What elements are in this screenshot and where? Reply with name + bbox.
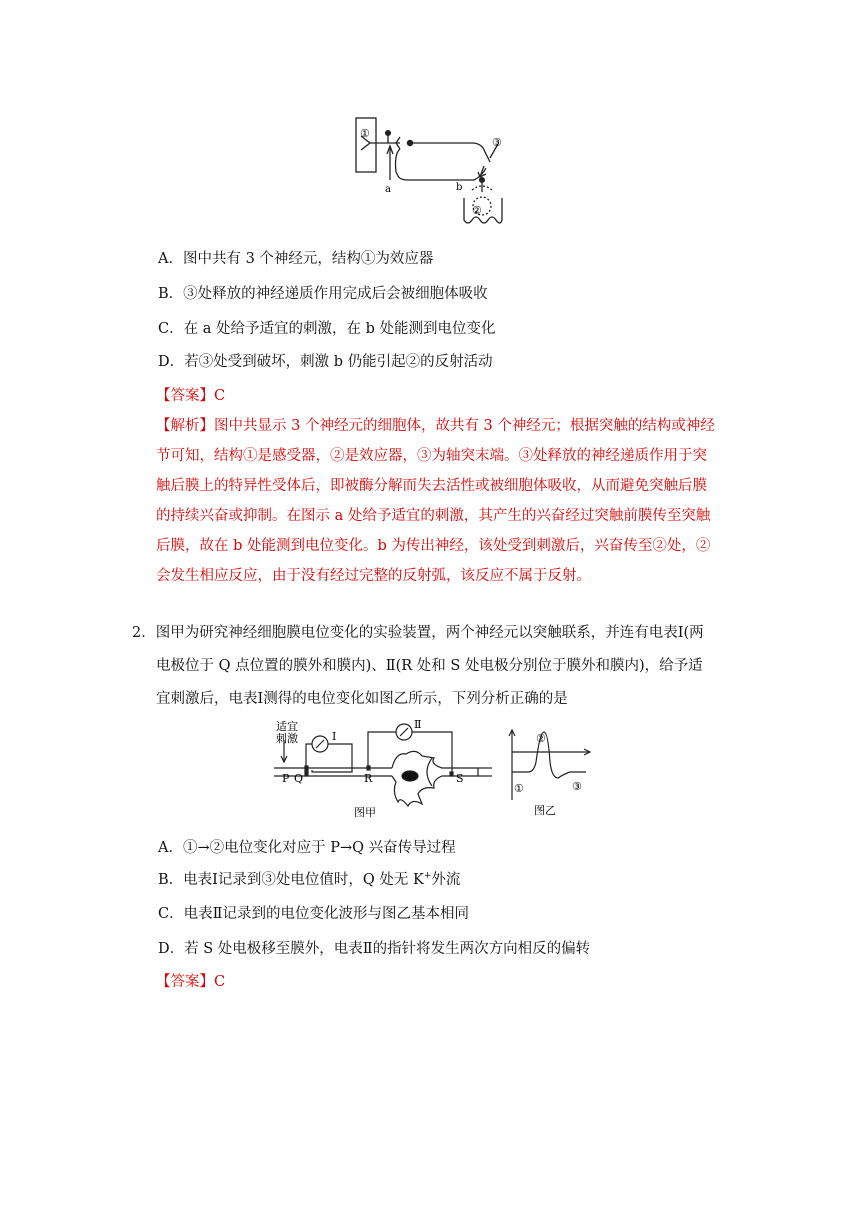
q1-option-c: C．在 a 处给予适宜的刺激，在 b 处能测到电位变化 [158, 321, 496, 337]
figure-jia [272, 718, 494, 820]
label-stim-top: 适宜 [276, 720, 298, 733]
label-n3: ③ [572, 780, 582, 793]
label-stim-bottom: 刺激 [276, 732, 298, 745]
q2-stem-line-2: 电极位于 Q 点位置的膜外和膜内)、Ⅱ(R 处和 S 处电极分别位于膜外和膜内)，给予适 [156, 658, 703, 674]
answer-label: 【答案】 [156, 974, 214, 990]
analysis-line-1: 【解析】图中共显示 3 个神经元的细胞体，故共有 3 个神经元；根据突触的结构或神经 [156, 418, 715, 434]
q2-stem-line-3: 宜刺激后，电表Ⅰ测得的电位变化如图乙所示，下列分析正确的是 [156, 691, 568, 707]
q2-answer [156, 970, 225, 991]
label-R: R [364, 772, 373, 785]
label-n2: ② [536, 732, 546, 745]
q2-option-b: B．电表Ⅰ记录到③处电位值时，Q 处无 K+外流 [158, 871, 461, 888]
reflex-arc-figure [352, 114, 512, 230]
answer-value: C [214, 388, 226, 404]
q2-option-a: A．①→②电位变化对应于 P→Q 兴奋传导过程 [158, 840, 456, 856]
q1-option-a: A．图中共有 3 个神经元，结构①为效应器 [158, 251, 434, 267]
q2-stem-line-1: 2．图甲为研究神经细胞膜电位变化的实验装置，两个神经元以突触联系，并连有电表Ⅰ(两 [132, 625, 704, 641]
q1-option-b: B．③处释放的神经递质作用完成后会被细胞体吸收 [158, 286, 488, 302]
q1-analysis [156, 411, 738, 591]
analysis-label: 【解析】 [156, 418, 214, 434]
analysis-line-3: 触后膜上的特异性受体后，即被酶分解而失去活性或被细胞体吸收，从而避免突触后膜 [156, 478, 707, 494]
potential-curve [512, 732, 586, 778]
analysis-line-4: 的持续兴奋或抑制。在图示 a 处给予适宜的刺激，其产生的兴奋经过突触前膜传至突触 [156, 508, 711, 524]
label-2: ② [472, 204, 482, 217]
q2-option-d: D．若 S 处电极移至膜外，电表Ⅱ的指针将发生两次方向相反的偏转 [158, 941, 591, 957]
effector-muscle [464, 198, 502, 223]
label-3: ③ [492, 136, 502, 149]
neuron-body-sensory [386, 131, 391, 136]
label-meter-1: Ⅰ [332, 730, 337, 743]
label-1: ① [360, 127, 370, 140]
caption-jia: 图甲 [354, 806, 376, 819]
caption-yi: 图乙 [534, 804, 556, 817]
answer-label: 【答案】 [156, 388, 214, 404]
analysis-line-5: 后膜，故在 b 处能测到电位变化。b 为传出神经，该处受到刺激后，兴奋传至②处，② [156, 538, 711, 554]
q2-option-c: C．电表Ⅱ记录到的电位变化波形与图乙基本相同 [158, 906, 469, 922]
label-Q: Q [294, 772, 304, 785]
label-b: b [456, 182, 463, 193]
q1-answer [156, 384, 225, 405]
analysis-line-2: 节可知，结构①是感受器，②是效应器，③为轴突末端。③处释放的神经递质作用于突 [156, 448, 707, 464]
q1-option-d: D．若③处受到破坏，刺激 b 仍能引起②的反射活动 [158, 354, 493, 370]
label-a: a [385, 184, 391, 195]
label-P: P [282, 772, 290, 785]
label-meter-2: Ⅱ [414, 718, 422, 731]
analysis-line-6: 会发生相应反应，由于没有经过完整的反射弧，该反应不属于反射。 [156, 568, 591, 584]
answer-value: C [214, 974, 226, 990]
interneuron-loop [410, 143, 490, 162]
label-n1: ① [514, 782, 524, 795]
figure-yi [506, 722, 596, 820]
label-S: S [456, 772, 464, 785]
